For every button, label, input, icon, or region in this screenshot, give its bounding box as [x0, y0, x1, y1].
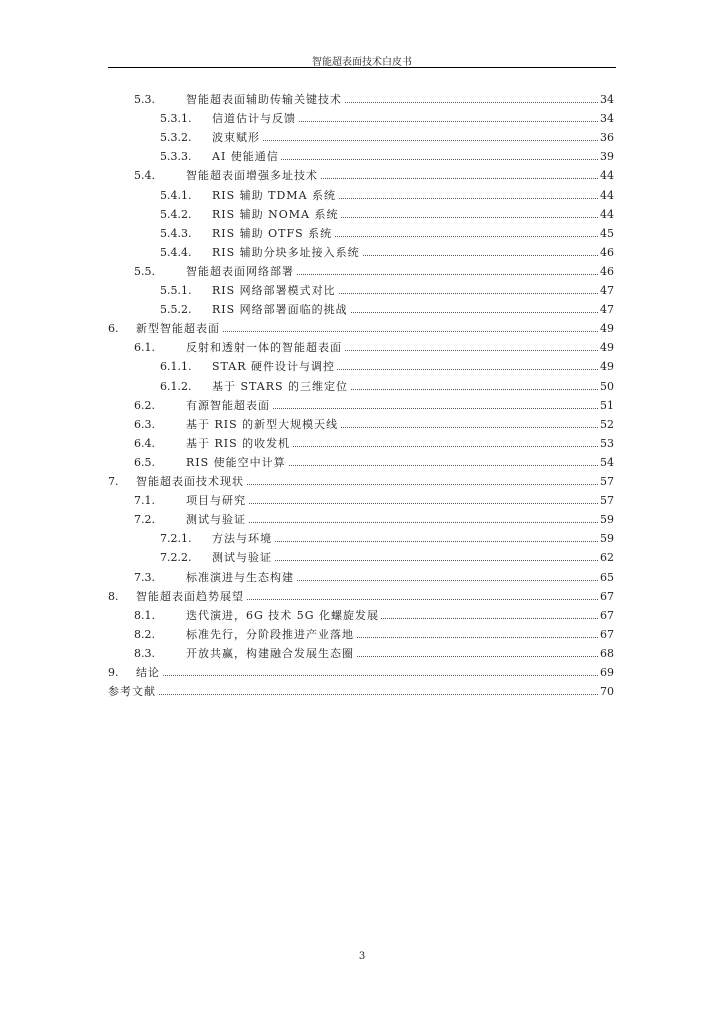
toc-entry-number: 6.1.: [134, 341, 155, 355]
toc-entry[interactable]: [0, 144, 614, 163]
toc-leader-dots: [212, 140, 602, 141]
toc-entry-number: 8.: [108, 589, 119, 603]
toc-entry[interactable]: [0, 431, 614, 450]
toc-entry-title: RIS 网络部署模式对比: [212, 284, 336, 297]
toc-entry-page: 49: [600, 360, 614, 374]
page-number: 3: [358, 951, 366, 962]
toc-entry-page: 68: [600, 646, 614, 660]
toc-entry-title: 新型智能超表面: [136, 322, 220, 336]
toc-entry-title: 反射和透射一体的智能超表面: [186, 341, 342, 355]
toc-entry-page: 67: [600, 608, 614, 622]
toc-entry-title: RIS 网络部署面临的挑战: [212, 303, 348, 317]
toc-entry-page: 47: [600, 284, 614, 297]
toc-entry-title: 智能超表面辅助传输关键技术: [186, 93, 342, 106]
toc-entry-number: 5.3.2.: [160, 131, 192, 145]
toc-entry[interactable]: [0, 603, 614, 622]
toc-entry-title: 基于 RIS 的收发机: [186, 436, 291, 450]
toc-entry-number: 5.4.: [134, 169, 155, 183]
toc-entry-number: 7.3.: [134, 570, 155, 584]
toc-entry-page: 57: [600, 475, 614, 488]
toc-entry-page: 47: [600, 303, 614, 317]
toc-entry-number: 7.2.2.: [160, 551, 192, 565]
toc-entry-title: 智能超表面技术现状: [136, 475, 244, 488]
toc-entry[interactable]: [0, 278, 614, 297]
toc-entry-number: 7.2.1.: [160, 532, 192, 546]
toc-entry-number: 5.5.2.: [160, 303, 192, 317]
toc-entry-page: 34: [600, 112, 614, 126]
toc-entry[interactable]: [0, 679, 614, 698]
toc-entry-page: 45: [600, 226, 614, 240]
toc-entry[interactable]: [0, 545, 614, 564]
toc-entry-title: 迭代演进，6G 技术 5G 化螺旋发展: [186, 608, 380, 622]
toc-entry-page: 52: [600, 417, 614, 431]
toc-entry-title: 开放共赢，构建融合发展生态圈: [186, 646, 354, 660]
toc-entry-number: 5.4.1.: [160, 188, 192, 202]
toc-entry[interactable]: [0, 622, 614, 641]
toc-entry[interactable]: [0, 354, 614, 373]
toc-entry-number: 5.5.1.: [160, 284, 192, 297]
toc-entry-title: 信道估计与反馈: [212, 112, 296, 126]
toc-entry-page: 53: [600, 436, 614, 450]
toc-entry[interactable]: [0, 526, 614, 545]
toc-entry-title: 波束赋形: [212, 131, 260, 145]
toc-entry-number: 5.4.2.: [160, 207, 192, 221]
toc-entry[interactable]: [0, 202, 614, 221]
toc-leader-dots: [186, 503, 602, 504]
toc-entry-number: 6.1.1.: [160, 360, 192, 374]
toc-entry-title: 标准演进与生态构建: [186, 570, 294, 584]
toc-entry-page: 59: [600, 513, 614, 527]
toc-entry-number: 5.3.: [134, 93, 155, 106]
toc-entry[interactable]: [0, 565, 614, 584]
toc-entry[interactable]: [0, 641, 614, 660]
toc-entry-page: 46: [600, 264, 614, 278]
toc-entry-number: 6.2.: [134, 398, 155, 412]
toc-entry-page: 36: [600, 131, 614, 145]
toc-entry[interactable]: [0, 297, 614, 316]
toc-entry-title: STAR 硬件设计与调控: [212, 360, 335, 374]
toc-entry-page: 62: [600, 551, 614, 565]
toc-entry[interactable]: [0, 412, 614, 431]
toc-entry-title: 测试与验证: [212, 551, 272, 565]
toc-entry-title: 基于 RIS 的新型大规模天线: [186, 417, 339, 431]
toc-entry[interactable]: [0, 488, 614, 507]
header-divider: [108, 67, 616, 68]
toc-entry-number: 5.4.3.: [160, 226, 192, 240]
toc-entry-number: 7.1.: [134, 494, 155, 508]
toc-entry-page: 67: [600, 627, 614, 641]
toc-entry-title: 测试与验证: [186, 513, 246, 527]
toc-entry-page: 57: [600, 494, 614, 508]
toc-entry[interactable]: [0, 221, 614, 240]
toc-entry-page: 51: [600, 398, 614, 412]
toc-entry-number: 5.3.3.: [160, 150, 192, 164]
toc-entry-title: 项目与研究: [186, 494, 246, 508]
toc-entry[interactable]: [0, 163, 614, 182]
toc-entry-page: 50: [600, 379, 614, 393]
toc-entry-number: 5.5.: [134, 264, 155, 278]
toc-entry-title: RIS 辅助 NOMA 系统: [212, 207, 339, 221]
toc-entry[interactable]: [0, 450, 614, 469]
page-header-title: 智能超表面技术白皮书: [312, 57, 412, 68]
toc-entry-title: 标准先行，分阶段推进产业落地: [186, 627, 354, 641]
toc-entry[interactable]: [0, 584, 614, 603]
toc-entry-page: 44: [600, 188, 614, 202]
toc-entry-number: 6.1.2.: [160, 379, 192, 393]
toc-entry-page: 39: [600, 150, 614, 164]
toc-entry-title: 方法与环境: [212, 532, 272, 546]
toc-entry-number: 5.4.4.: [160, 245, 192, 259]
toc-entry-page: 69: [600, 666, 614, 679]
toc-entry-number: 6.5.: [134, 455, 155, 469]
toc-entry-title: RIS 辅助 OTFS 系统: [212, 226, 333, 240]
toc-entry-page: 46: [600, 245, 614, 259]
toc-entry[interactable]: [0, 374, 614, 393]
toc-entry-number: 8.2.: [134, 627, 155, 641]
toc-entry-title: 基于 STARS 的三维定位: [212, 379, 349, 393]
toc-entry[interactable]: [0, 87, 614, 106]
toc-entry-page: 44: [600, 169, 614, 183]
toc-entry[interactable]: [0, 106, 614, 125]
toc-entry[interactable]: [0, 316, 614, 335]
toc-entry-number: 8.3.: [134, 646, 155, 660]
toc-leader-dots: [108, 694, 602, 695]
toc-entry-page: 54: [600, 455, 614, 469]
toc-entry[interactable]: [0, 240, 614, 259]
toc-entry-page: 44: [600, 207, 614, 221]
toc-entry-number: 6.3.: [134, 417, 155, 431]
toc-leader-dots: [186, 522, 602, 523]
toc-entry-title: 结论: [136, 666, 160, 679]
toc-entry-page: 49: [600, 322, 614, 336]
toc-entry-page: 65: [600, 570, 614, 584]
toc-leader-dots: [136, 675, 602, 676]
toc-entry-title: AI 使能通信: [212, 150, 279, 164]
toc-entry-number: 9.: [108, 666, 119, 679]
toc-entry-number: 7.: [108, 475, 119, 488]
toc-entry-title: 参考文献: [108, 685, 156, 699]
toc-entry[interactable]: [0, 469, 614, 488]
toc-entry-title: RIS 辅助分块多址接入系统: [212, 245, 360, 259]
toc-entry[interactable]: [0, 507, 614, 526]
toc-entry-number: 7.2.: [134, 513, 155, 527]
toc-entry[interactable]: [0, 393, 614, 412]
toc-entry-page: 59: [600, 532, 614, 546]
toc-entry[interactable]: [0, 259, 614, 278]
toc-entry[interactable]: [0, 125, 614, 144]
toc-entry-page: 67: [600, 589, 614, 603]
toc-entry-title: RIS 辅助 TDMA 系统: [212, 188, 337, 202]
toc-entry-title: 智能超表面趋势展望: [136, 589, 244, 603]
toc-entry-page: 70: [600, 685, 614, 699]
toc-entry-number: 6.: [108, 322, 119, 336]
toc-entry-title: RIS 使能空中计算: [186, 455, 286, 469]
toc-entry-page: 49: [600, 341, 614, 355]
toc-entry-page: 34: [600, 93, 614, 106]
toc-entry[interactable]: [0, 660, 614, 679]
toc-entry-title: 智能超表面网络部署: [186, 264, 294, 278]
toc-entry[interactable]: [0, 183, 614, 202]
toc-entry-title: 智能超表面增强多址技术: [186, 169, 318, 183]
toc-entry[interactable]: [0, 335, 614, 354]
toc-entry-number: 8.1.: [134, 608, 155, 622]
toc-entry-title: 有源智能超表面: [186, 398, 270, 412]
toc-entry-number: 5.3.1.: [160, 112, 192, 126]
toc-entry-number: 6.4.: [134, 436, 155, 450]
